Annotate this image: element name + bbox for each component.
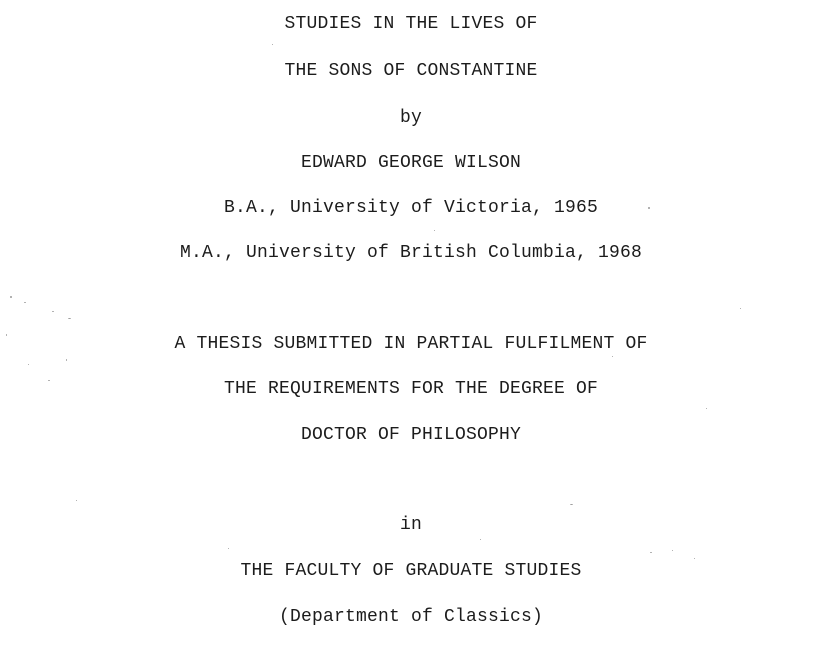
scan-speck xyxy=(28,364,29,365)
scan-speck xyxy=(648,207,650,209)
scan-speck xyxy=(480,539,481,540)
scan-speck xyxy=(10,296,12,298)
submission-line-1: A THESIS SUBMITTED IN PARTIAL FULFILMENT OF xyxy=(174,334,648,354)
scan-speck xyxy=(228,548,229,549)
submission-line-2: THE REQUIREMENTS FOR THE DEGREE OF xyxy=(223,379,599,399)
scan-speck xyxy=(66,359,67,361)
degree-ba: B.A., University of Victoria, 1965 xyxy=(223,198,599,218)
scan-speck xyxy=(6,334,7,336)
faculty-line: THE FACULTY OF GRADUATE STUDIES xyxy=(240,561,582,581)
scan-speck xyxy=(612,356,613,357)
scan-speck xyxy=(434,230,435,231)
degree-ma: M.A., University of British Columbia, 1968 xyxy=(179,243,643,263)
scan-speck xyxy=(694,558,695,559)
scan-speck xyxy=(68,318,71,319)
scan-speck xyxy=(76,500,77,501)
scan-speck xyxy=(740,308,741,309)
scan-speck xyxy=(52,311,54,312)
scan-speck xyxy=(706,408,707,409)
scan-speck xyxy=(570,504,573,505)
scan-speck xyxy=(24,302,26,303)
title-line-2: THE SONS OF CONSTANTINE xyxy=(284,61,538,81)
scan-speck xyxy=(272,44,273,45)
title-line-1: STUDIES IN THE LIVES OF xyxy=(284,14,538,34)
in-line: in xyxy=(399,515,422,535)
scan-speck xyxy=(650,552,652,553)
author-name: EDWARD GEORGE WILSON xyxy=(300,153,522,173)
scan-speck xyxy=(672,550,673,551)
by-line: by xyxy=(399,108,422,128)
submission-line-3: DOCTOR OF PHILOSOPHY xyxy=(300,425,522,445)
department-line: (Department of Classics) xyxy=(278,607,544,627)
scan-speck xyxy=(48,380,50,381)
